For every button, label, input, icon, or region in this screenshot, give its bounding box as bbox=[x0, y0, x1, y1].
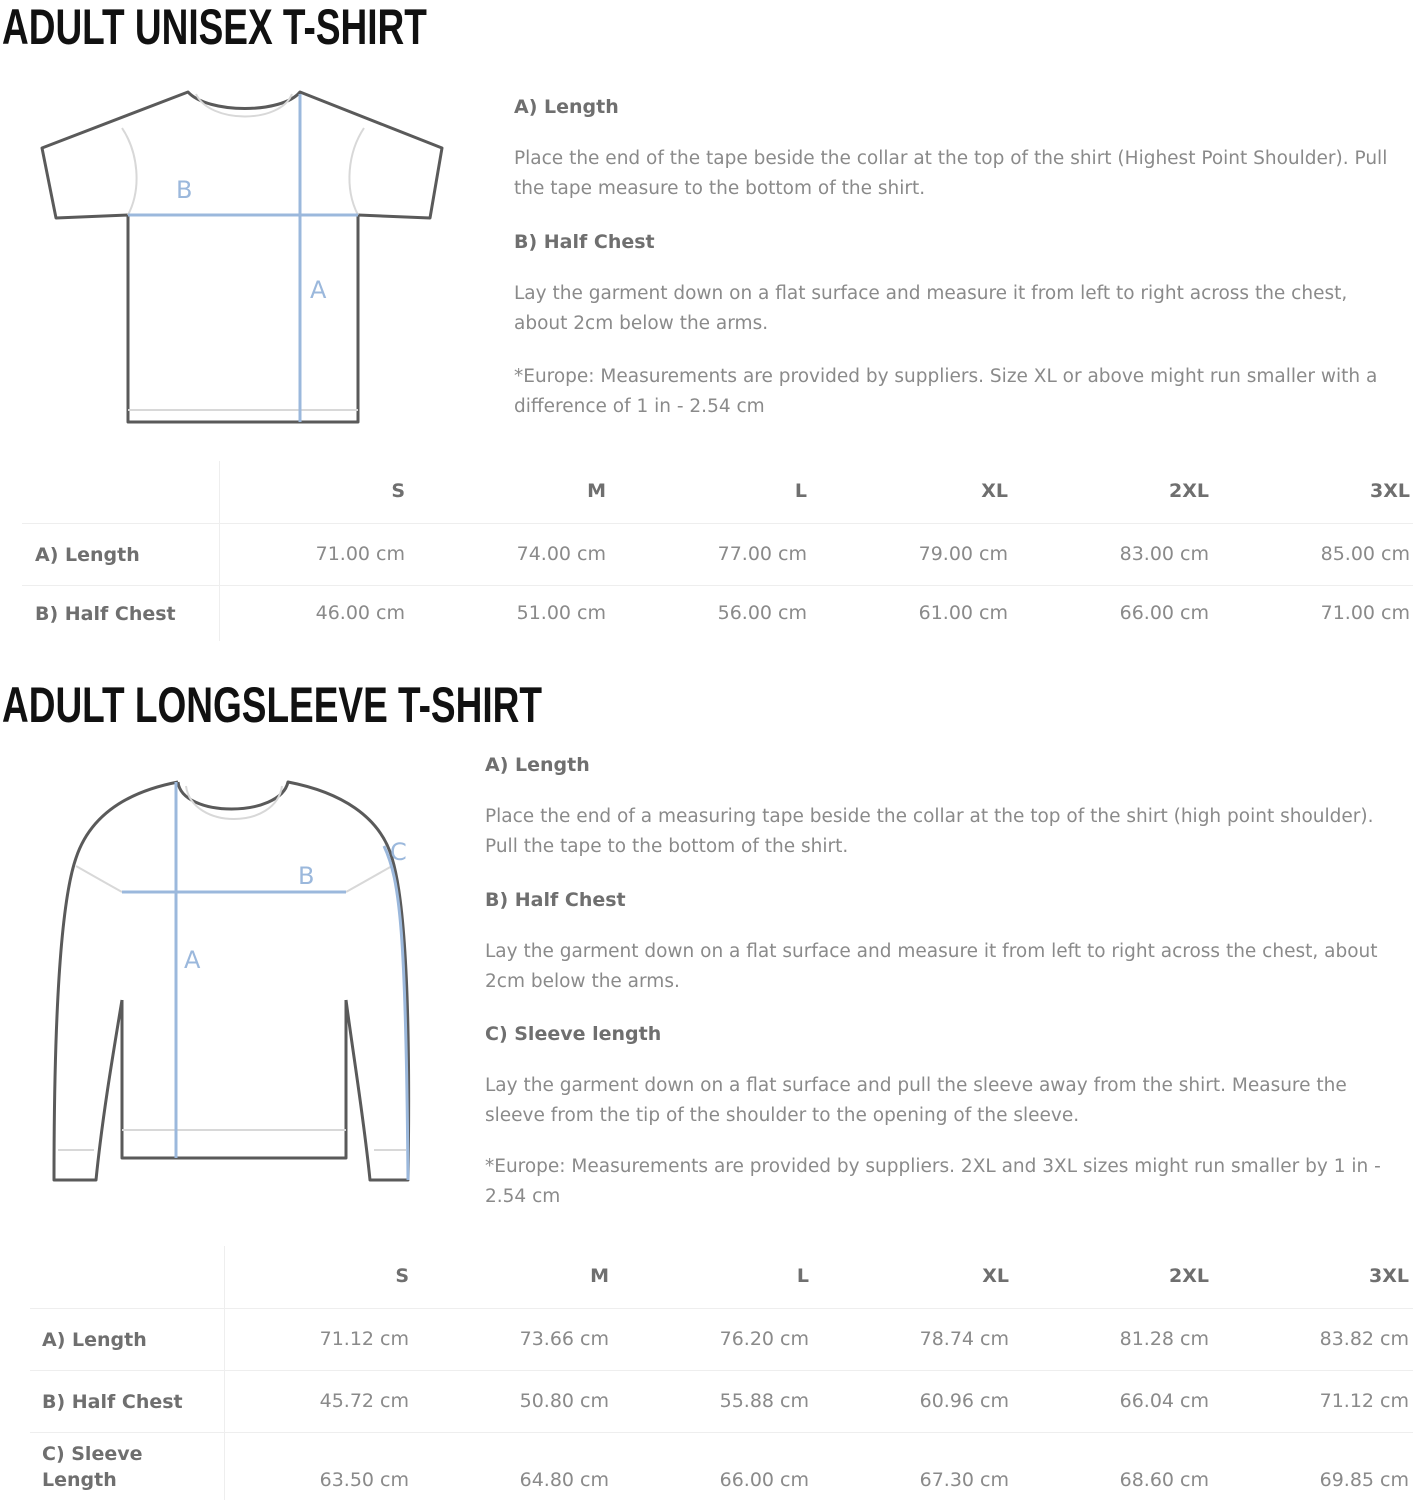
label-b: B bbox=[298, 862, 315, 890]
row-label: B) Half Chest bbox=[35, 603, 176, 625]
size-column-header: 3XL bbox=[1370, 480, 1410, 502]
size-column-header: 2XL bbox=[1169, 1265, 1209, 1287]
table-divider bbox=[224, 1246, 225, 1500]
measurement-text: *Europe: Measurements are provided by suppliers. Size XL or above might run smaller with a difference of 1 in - 2.54 cm bbox=[514, 366, 1378, 417]
table-cell: 71.12 cm bbox=[319, 1328, 409, 1350]
measurement-heading: B) Half Chest bbox=[485, 889, 626, 911]
label-c: C bbox=[390, 838, 407, 866]
table-cell: 63.50 cm bbox=[319, 1469, 409, 1491]
table-cell: 56.00 cm bbox=[717, 602, 807, 624]
longsleeve-diagram bbox=[40, 770, 440, 1200]
table-row bbox=[22, 585, 1413, 642]
measurement-text: Lay the garment down on a flat surface and measure it from left to right across the chest, about 2cm below the arms. bbox=[485, 941, 1378, 992]
table-cell: 66.00 cm bbox=[719, 1469, 809, 1491]
table-row bbox=[30, 1370, 1413, 1433]
label-b: B bbox=[176, 176, 193, 204]
table-header-row bbox=[30, 1246, 1413, 1308]
measurement-text: Lay the garment down on a flat surface and measure it from left to right across the chest, about 2cm below the arms. bbox=[514, 283, 1348, 334]
size-column-header: S bbox=[395, 1265, 409, 1287]
table-cell: 77.00 cm bbox=[717, 543, 807, 565]
table-cell: 45.72 cm bbox=[319, 1390, 409, 1412]
size-column-header: XL bbox=[982, 1265, 1009, 1287]
size-column-header: XL bbox=[981, 480, 1008, 502]
table-header-row bbox=[22, 461, 1413, 523]
table-cell: 71.12 cm bbox=[1319, 1390, 1409, 1412]
table-cell: 78.74 cm bbox=[919, 1328, 1009, 1350]
table-cell: 81.28 cm bbox=[1119, 1328, 1209, 1350]
table-divider bbox=[219, 461, 220, 641]
measurement-text: Lay the garment down on a flat surface and pull the sleeve away from the shirt. Measure the sleeve from the tip of the shoulder to the opening of the sleeve. bbox=[485, 1075, 1347, 1126]
table-cell: 85.00 cm bbox=[1320, 543, 1410, 565]
measurement-text: *Europe: Measurements are provided by suppliers. 2XL and 3XL sizes might run smaller by 1 in - 2.54 cm bbox=[485, 1156, 1381, 1207]
table-cell: 83.00 cm bbox=[1119, 543, 1209, 565]
table-cell: 71.00 cm bbox=[1320, 602, 1410, 624]
size-column-header: 3XL bbox=[1369, 1265, 1409, 1287]
row-label: A) Length bbox=[35, 544, 140, 566]
table-cell: 60.96 cm bbox=[919, 1390, 1009, 1412]
table-cell: 55.88 cm bbox=[719, 1390, 809, 1412]
table-cell: 76.20 cm bbox=[719, 1328, 809, 1350]
table-cell: 74.00 cm bbox=[516, 543, 606, 565]
size-column-header: S bbox=[391, 480, 405, 502]
section-title-longsleeve: ADULT LONGSLEEVE T-SHIRT bbox=[2, 677, 542, 733]
size-column-header: M bbox=[587, 480, 606, 502]
table-cell: 83.82 cm bbox=[1319, 1328, 1409, 1350]
size-column-header: 2XL bbox=[1169, 480, 1209, 502]
table-row bbox=[30, 1308, 1413, 1371]
table-cell: 67.30 cm bbox=[919, 1469, 1009, 1491]
size-table-unisex bbox=[22, 461, 1413, 641]
measurement-heading: B) Half Chest bbox=[514, 231, 655, 253]
measurement-heading: A) Length bbox=[514, 96, 619, 118]
table-cell: 71.00 cm bbox=[315, 543, 405, 565]
size-column-header: M bbox=[590, 1265, 609, 1287]
measurement-heading: A) Length bbox=[485, 754, 590, 776]
label-a: A bbox=[310, 276, 327, 304]
table-cell: 46.00 cm bbox=[315, 602, 405, 624]
size-table-longsleeve bbox=[30, 1246, 1413, 1500]
size-column-header: L bbox=[794, 480, 807, 502]
row-label: B) Half Chest bbox=[42, 1391, 183, 1413]
table-cell: 66.04 cm bbox=[1119, 1390, 1209, 1412]
measurement-text: Place the end of a measuring tape beside the collar at the top of the shirt (high point shoulder). Pull the tape to the bottom of the shirt. bbox=[485, 806, 1374, 857]
measurement-heading: C) Sleeve length bbox=[485, 1023, 662, 1045]
row-label: A) Length bbox=[42, 1329, 147, 1351]
row-label: C) Sleeve Length bbox=[42, 1443, 143, 1491]
table-cell: 64.80 cm bbox=[519, 1469, 609, 1491]
section-title-unisex: ADULT UNISEX T-SHIRT bbox=[2, 0, 427, 55]
table-cell: 69.85 cm bbox=[1319, 1469, 1409, 1491]
tshirt-diagram bbox=[30, 80, 460, 440]
table-row bbox=[30, 1432, 1413, 1501]
table-cell: 51.00 cm bbox=[516, 602, 606, 624]
table-cell: 73.66 cm bbox=[519, 1328, 609, 1350]
label-a: A bbox=[184, 946, 201, 974]
table-cell: 68.60 cm bbox=[1119, 1469, 1209, 1491]
table-cell: 66.00 cm bbox=[1119, 602, 1209, 624]
table-cell: 79.00 cm bbox=[918, 543, 1008, 565]
table-cell: 50.80 cm bbox=[519, 1390, 609, 1412]
table-cell: 61.00 cm bbox=[918, 602, 1008, 624]
measurement-text: Place the end of the tape beside the collar at the top of the shirt (Highest Point Shoulder). Pull the tape measure to the bottom of the shirt. bbox=[514, 148, 1388, 199]
table-row bbox=[22, 523, 1413, 586]
size-column-header: L bbox=[796, 1265, 809, 1287]
